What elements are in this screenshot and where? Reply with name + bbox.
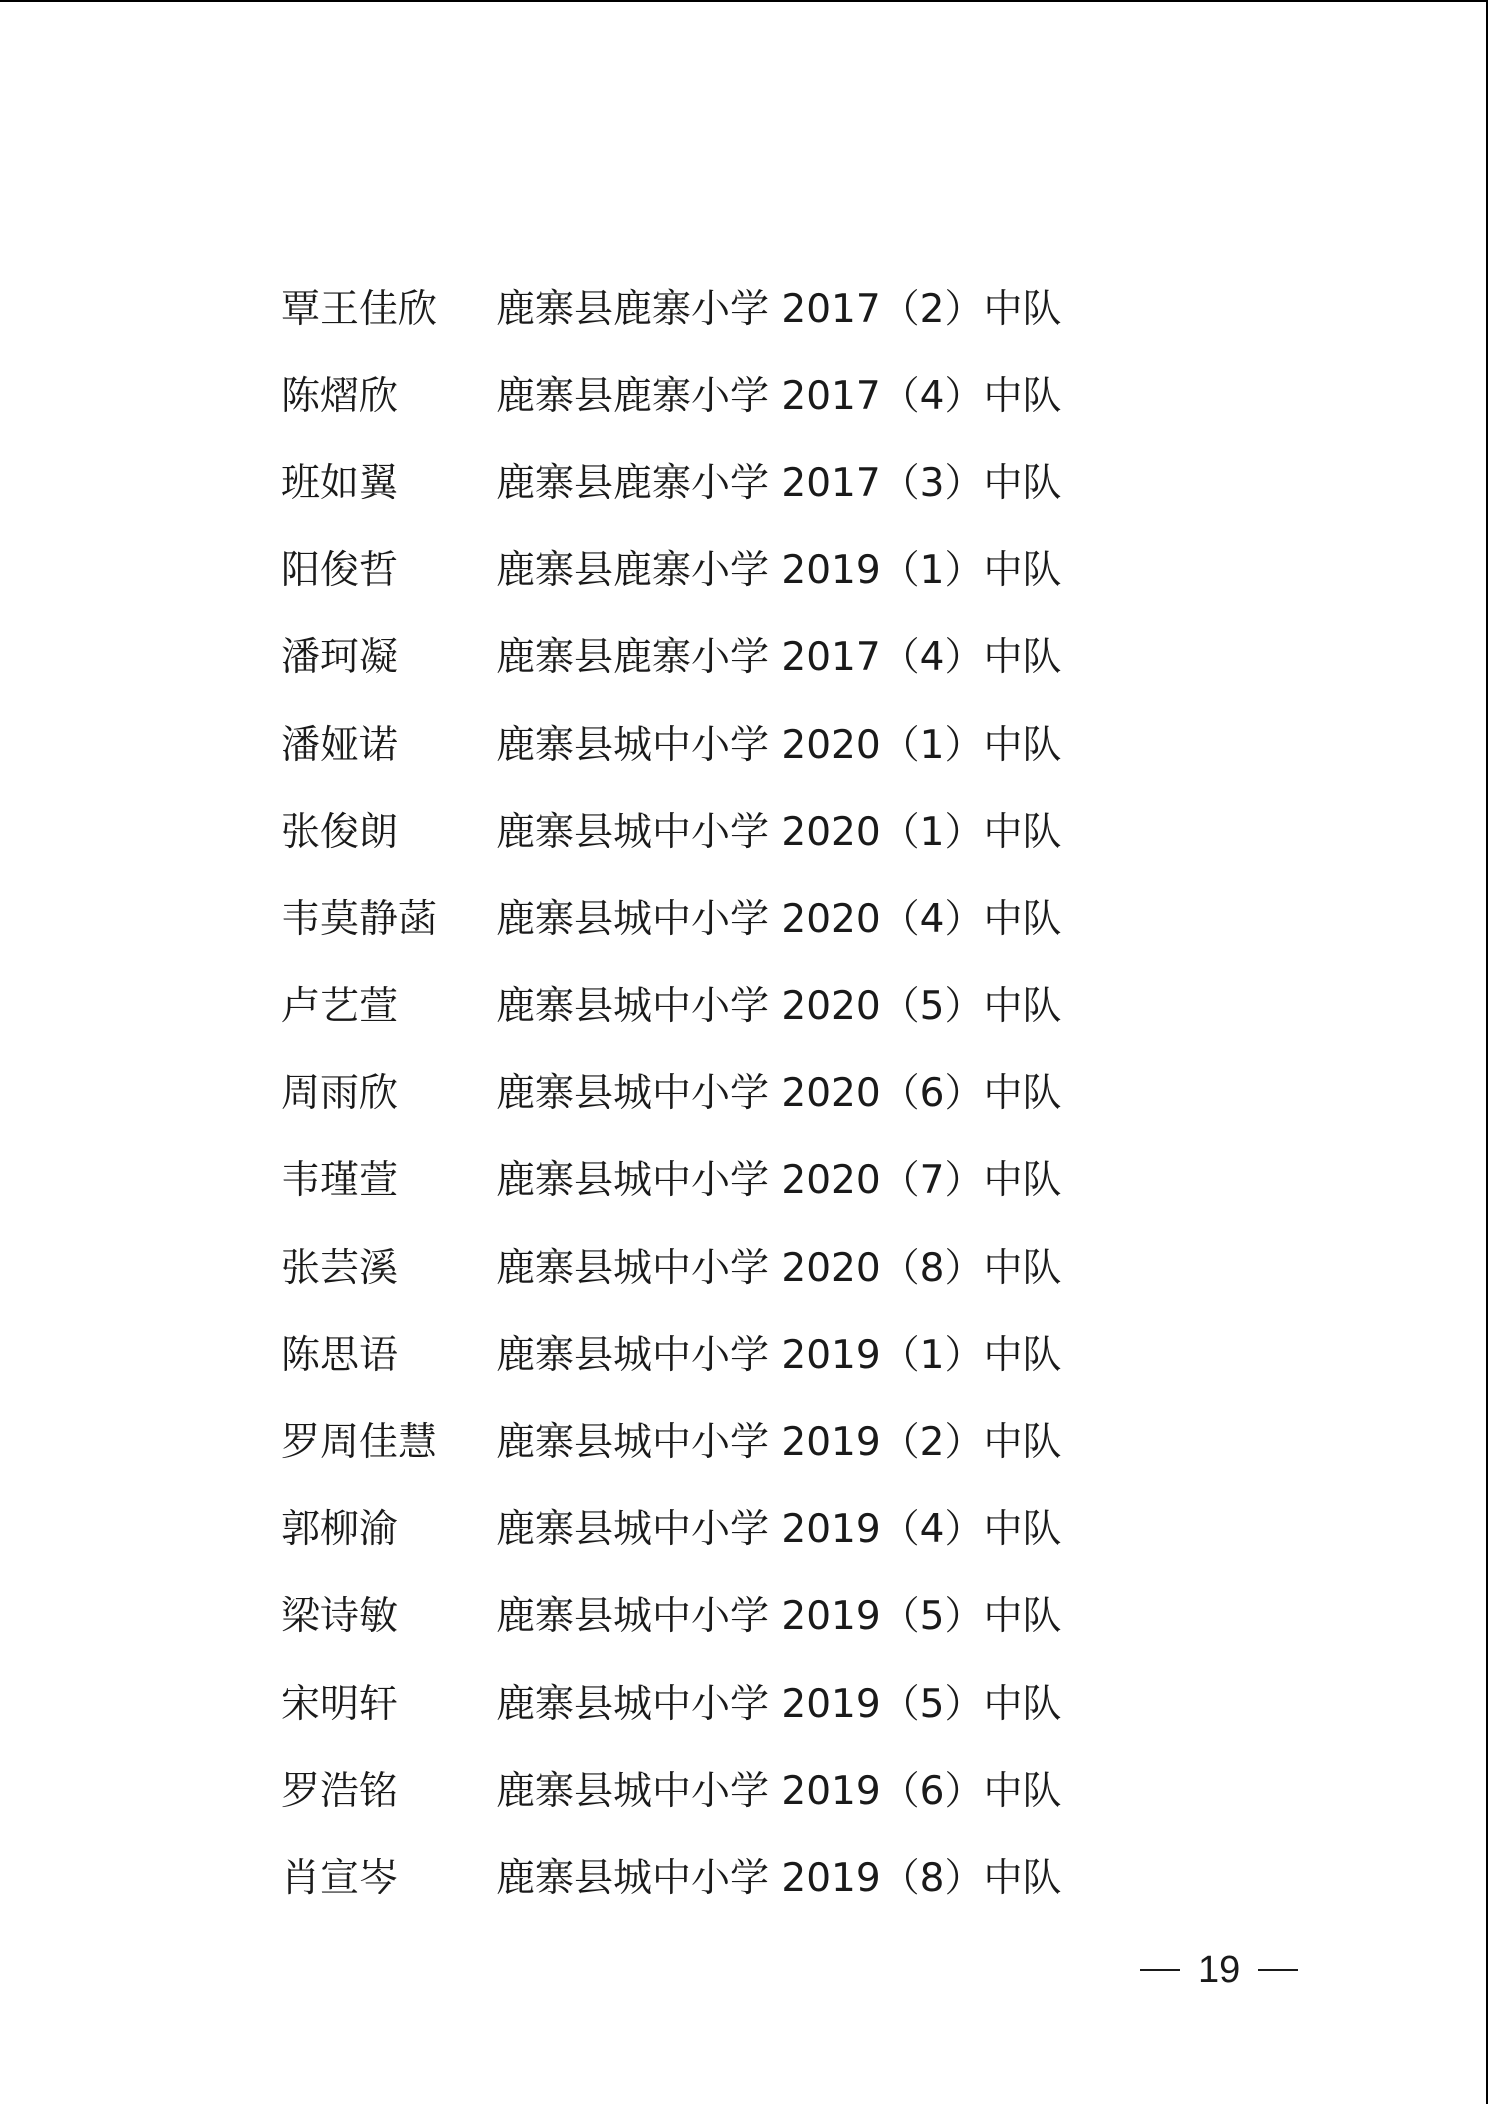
list-item [281, 1831, 1181, 1918]
student-name: 韦瑾萱 [281, 1158, 399, 1204]
student-name: 肖宣岑 [281, 1855, 399, 1901]
page-number: 19 [1198, 1948, 1241, 1991]
school-unit: 鹿寨县城中小学 2019（4）中队 [496, 1507, 1062, 1553]
school-unit: 鹿寨县鹿寨小学 2019（1）中队 [496, 548, 1062, 594]
footer-dash-left [1140, 1969, 1180, 1971]
school-unit: 鹿寨县鹿寨小学 2017（3）中队 [496, 460, 1062, 506]
student-name: 周雨欣 [281, 1071, 399, 1117]
list-item [281, 349, 1181, 436]
list-item [281, 1134, 1181, 1221]
student-name: 梁诗敏 [281, 1594, 399, 1640]
list-item [281, 1308, 1181, 1395]
student-name: 张芸溪 [281, 1245, 399, 1291]
school-unit: 鹿寨县城中小学 2019（8）中队 [496, 1855, 1062, 1901]
footer-dash-right [1258, 1969, 1298, 1971]
list-item [281, 262, 1181, 349]
list-item [281, 960, 1181, 1047]
school-unit: 鹿寨县城中小学 2020（6）中队 [496, 1071, 1062, 1117]
list-item [281, 872, 1181, 959]
student-name: 陈熠欣 [281, 373, 399, 419]
list-item [281, 698, 1181, 785]
student-name: 覃王佳欣 [281, 286, 438, 332]
list-item [281, 1570, 1181, 1657]
page-footer [1140, 1945, 1298, 1995]
school-unit: 鹿寨县城中小学 2020（1）中队 [496, 809, 1062, 855]
school-unit: 鹿寨县城中小学 2019（5）中队 [496, 1594, 1062, 1640]
student-name: 郭柳渝 [281, 1507, 399, 1553]
school-unit: 鹿寨县鹿寨小学 2017（4）中队 [496, 635, 1062, 681]
list-item [281, 1483, 1181, 1570]
student-name: 陈思语 [281, 1332, 399, 1378]
list-item [281, 1395, 1181, 1482]
school-unit: 鹿寨县鹿寨小学 2017（4）中队 [496, 373, 1062, 419]
list-item [281, 436, 1181, 523]
student-name: 班如翼 [281, 460, 399, 506]
school-unit: 鹿寨县城中小学 2020（8）中队 [496, 1245, 1062, 1291]
list-item [281, 611, 1181, 698]
school-unit: 鹿寨县城中小学 2020（1）中队 [496, 722, 1062, 768]
student-name: 张俊朗 [281, 809, 399, 855]
list-item [281, 1744, 1181, 1831]
student-name: 罗周佳慧 [281, 1420, 438, 1466]
top-border-line [0, 0, 1488, 2]
school-unit: 鹿寨县鹿寨小学 2017（2）中队 [496, 286, 1062, 332]
student-name: 潘娅诺 [281, 722, 399, 768]
honor-roster-list [281, 262, 1181, 1919]
school-unit: 鹿寨县城中小学 2020（5）中队 [496, 984, 1062, 1030]
list-item [281, 1657, 1181, 1744]
school-unit: 鹿寨县城中小学 2019（5）中队 [496, 1681, 1062, 1727]
student-name: 卢艺萱 [281, 984, 399, 1030]
student-name: 韦莫静菡 [281, 896, 438, 942]
student-name: 潘珂凝 [281, 635, 399, 681]
list-item [281, 524, 1181, 611]
list-item [281, 785, 1181, 872]
list-item [281, 1221, 1181, 1308]
school-unit: 鹿寨县城中小学 2019（1）中队 [496, 1332, 1062, 1378]
student-name: 罗浩铭 [281, 1768, 399, 1814]
school-unit: 鹿寨县城中小学 2020（7）中队 [496, 1158, 1062, 1204]
list-item [281, 1047, 1181, 1134]
school-unit: 鹿寨县城中小学 2019（2）中队 [496, 1420, 1062, 1466]
student-name: 阳俊哲 [281, 548, 399, 594]
student-name: 宋明轩 [281, 1681, 399, 1727]
school-unit: 鹿寨县城中小学 2019（6）中队 [496, 1768, 1062, 1814]
school-unit: 鹿寨县城中小学 2020（4）中队 [496, 896, 1062, 942]
